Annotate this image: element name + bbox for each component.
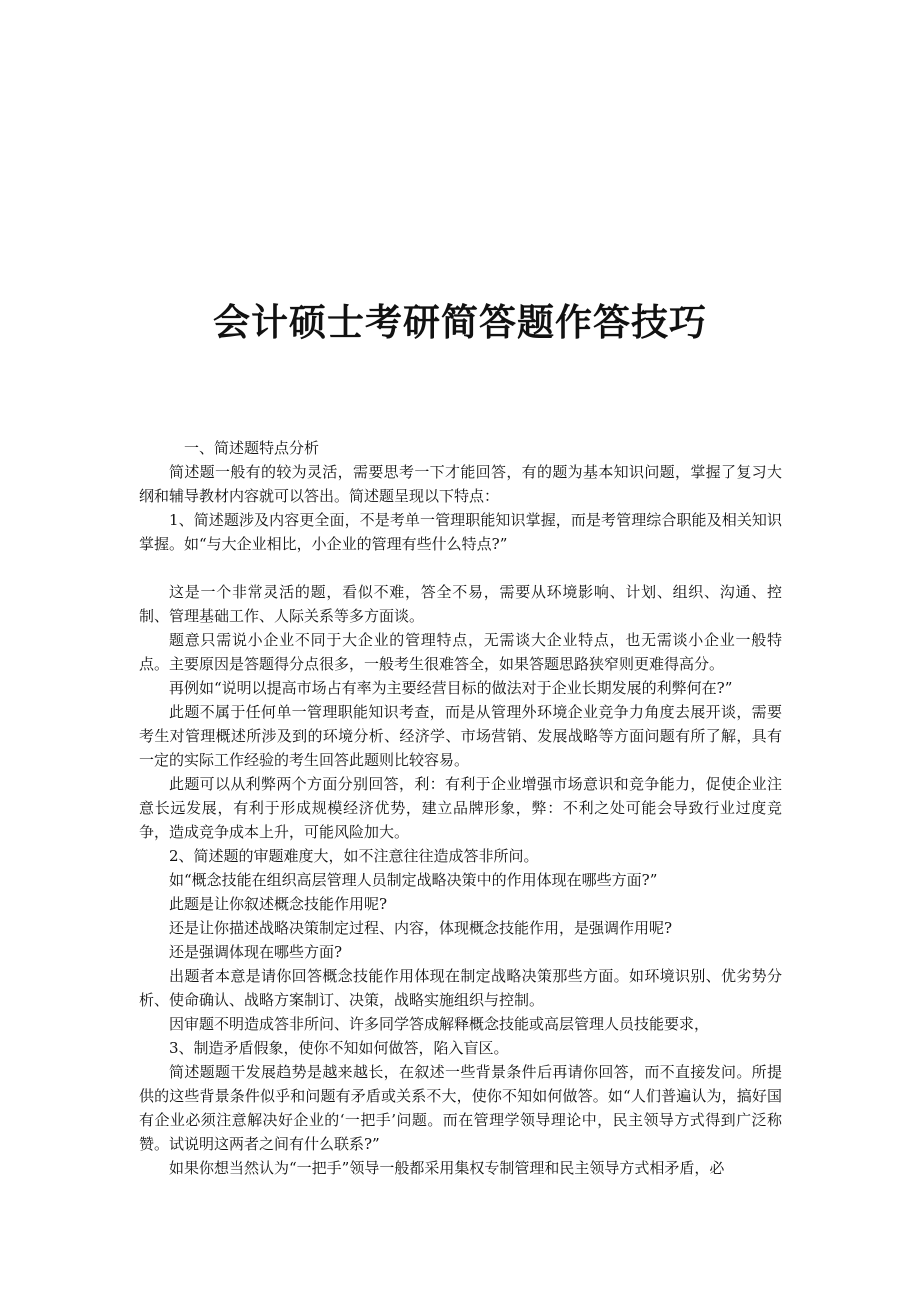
paragraph: 简述题题干发展趋势是越来越长，在叙述一些背景条件后再请你回答，而不直接发问。所提供的这些背景条件似乎和问题有矛盾或关系不大，使你不知如何做答。如“人们普遍认为，搞好国有企业必须注意解决好企业的‘一把手’问题。而在管理学领导理论中，民主领导方式得到广泛称赞。试说明这两者之间有什么联系?” xyxy=(139,1063,782,1153)
paragraph: 此题是让你叙述概念技能作用呢? xyxy=(169,895,388,913)
paragraph: 出题者本意是请你回答概念技能作用体现在制定战略决策那些方面。如环境识别、优劣势分析、使命确认、战略方案制订、决策，战略实施组织与控制。 xyxy=(139,967,782,1009)
paragraph: 还是强调体现在哪些方面? xyxy=(169,943,343,961)
paragraph: 这是一个非常灵活的题，看似不难，答全不易，需要从环境影响、计划、组织、沟通、控制、管理基础工作、人际关系等多方面谈。 xyxy=(139,583,782,625)
paragraph: 如“概念技能在组织高层管理人员制定战略决策中的作用体现在哪些方面?” xyxy=(169,871,658,889)
paragraph: 还是让你描述战略决策制定过程、内容，体现概念技能作用，是强调作用呢? xyxy=(169,919,673,937)
paragraph: 因审题不明造成答非所问、许多同学答成解释概念技能或高层管理人员技能要求， xyxy=(169,1015,710,1033)
paragraph: 再例如“说明以提高市场占有率为主要经营目标的做法对于企业长期发展的利弊何在?” xyxy=(169,679,733,697)
paragraph: 题意只需说小企业不同于大企业的管理特点，无需谈大企业特点，也无需谈小企业一般特点。主要原因是答题得分点很多，一般考生很难答全，如果答题思路狭窄则更难得高分。 xyxy=(139,631,782,673)
document-body xyxy=(139,436,782,1180)
paragraph: 此题不属于任何单一管理职能知识考查，而是从管理外环境企业竞争力角度去展开谈，需要考生对管理概述所涉及到的环境分析、经济学、市场营销、发展战略等方面问题有所了解，具有一定的实际工作经验的考生回答此题则比较容易。 xyxy=(139,703,782,769)
paragraph: 此题可以从利弊两个方面分别回答，利：有利于企业增强市场意识和竞争能力，促使企业注意长远发展，有利于形成规模经济优势，建立品牌形象，弊：不利之处可能会导致行业过度竞争，造成竞争成本上升，可能风险加大。 xyxy=(139,775,782,841)
paragraph: 1、简述题涉及内容更全面，不是考单一管理职能知识掌握，而是考管理综合职能及相关知识掌握。如“与大企业相比，小企业的管理有些什么特点?” xyxy=(139,511,782,553)
paragraph: 3、制造矛盾假象，使你不知如何做答，陷入盲区。 xyxy=(169,1039,509,1057)
document-title: 会计硕士考研简答题作答技巧 xyxy=(213,300,707,344)
paragraph: 简述题一般有的较为灵活，需要思考一下才能回答，有的题为基本知识问题，掌握了复习大纲和辅导教材内容就可以答出。简述题呈现以下特点： xyxy=(139,463,782,505)
paragraph: 2、简述题的审题难度大，如不注意往往造成答非所问。 xyxy=(169,847,539,865)
section-heading: 一、简述题特点分析 xyxy=(184,439,320,457)
paragraph: 如果你想当然认为“一把手”领导一般都采用集权专制管理和民主领导方式相矛盾，必 xyxy=(169,1159,725,1177)
